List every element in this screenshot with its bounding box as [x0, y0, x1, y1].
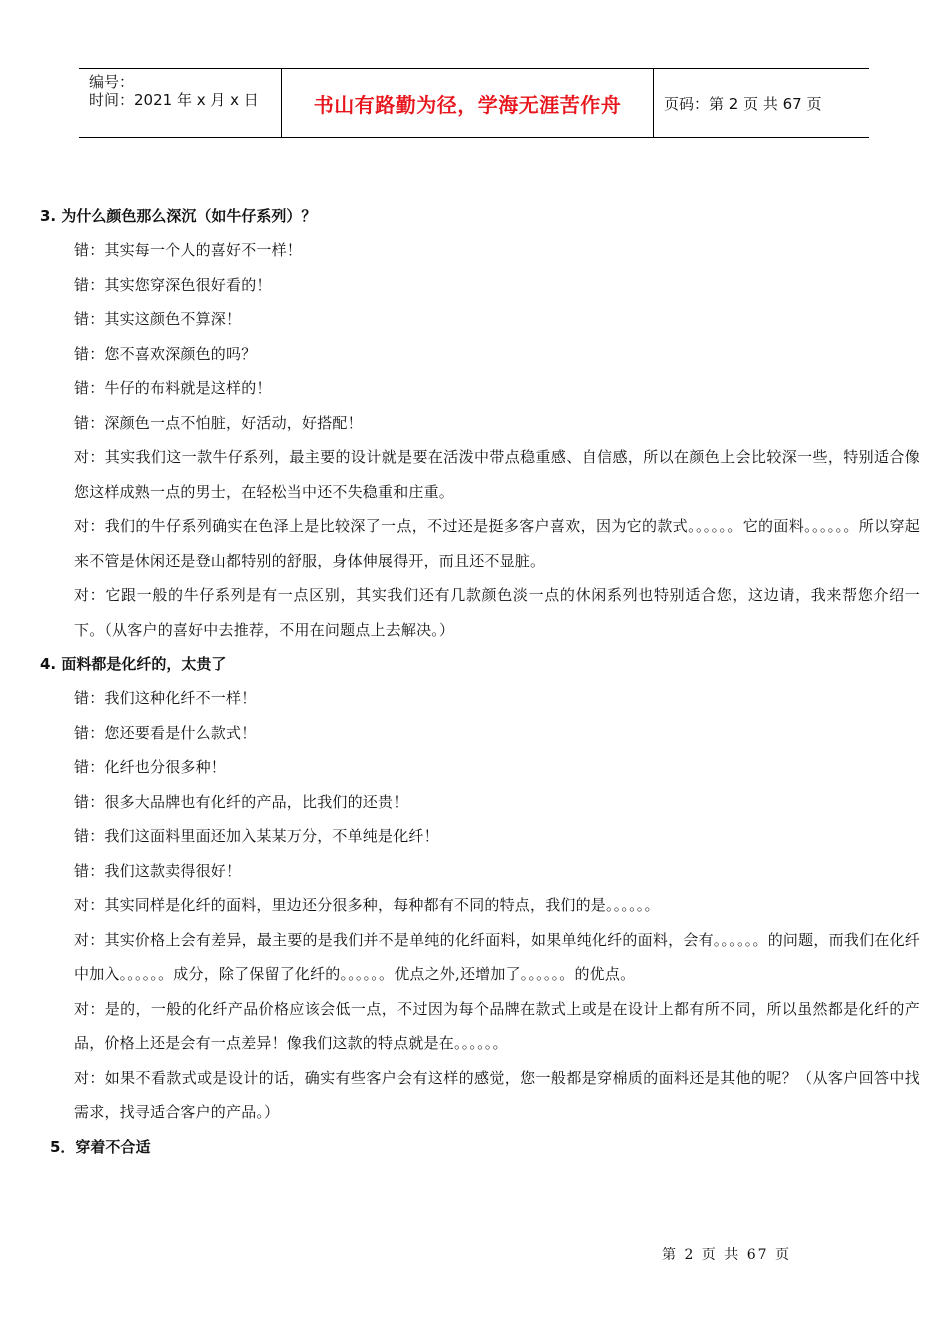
paragraph: 错：化纤也分很多种！ — [74, 758, 227, 776]
section-heading: 4. 面料都是化纤的，太贵了 — [40, 655, 227, 673]
page-label: 页码：第 2 页 共 67 页 — [664, 94, 822, 113]
paragraph: 错：其实这颜色不算深！ — [74, 310, 242, 328]
header-page-cell — [654, 69, 869, 137]
number-label: 编号： — [89, 73, 135, 91]
paragraph: 对：其实我们这一款牛仔系列，最主要的设计就是要在活泼中带点稳重感、自信感，所以在颜色上会比较深一些，特别适合像您这样成熟一点的男士，在轻松当中还不失稳重和庄重。 — [74, 448, 920, 501]
paragraph: 错：牛仔的布料就是这样的！ — [74, 379, 272, 397]
paragraph: 对：其实价格上会有差异，最主要的是我们并不是单纯的化纤面料，如果单纯化纤的面料，会有。。。。。。的问题，而我们在化纤中加入。。。。。。成分，除了保留了化纤的。。。。。。优点之外,还增加了。。。。。。的优点。 — [74, 930, 920, 983]
paragraph: 错：深颜色一点不怕脏，好活动，好搭配！ — [74, 413, 363, 432]
paragraph: 对：是的，一般的化纤产品价格应该会低一点，不过因为每个品牌在款式上或是在设计上都有所不同，所以虽然都是化纤的产品，价格上还是会有一点差异！像我们这款的特点就是在。。。。。。 — [74, 999, 920, 1052]
section-heading: 5．穿着不合适 — [50, 1137, 151, 1156]
paragraph: 错：其实您穿深色很好看的！ — [74, 275, 272, 294]
header-info-cell — [79, 69, 282, 137]
paragraph: 对：其实同样是化纤的面料，里边还分很多种，每种都有不同的特点，我们的是。。。。。。 — [74, 896, 660, 914]
section-heading: 3. 为什么颜色那么深沉（如牛仔系列）？ — [40, 207, 317, 225]
paragraph: 错：您不喜欢深颜色的吗？ — [74, 344, 257, 363]
header-motto-cell — [282, 69, 654, 137]
page-header — [79, 68, 869, 138]
paragraph: 错：我们这面料里面还加入某某万分，不单纯是化纤！ — [74, 827, 439, 845]
paragraph: 对：我们的牛仔系列确实在色泽上是比较深了一点，不过还是挺多客户喜欢，因为它的款式。。。。。。它的面料。。。。。。所以穿起来不管是休闲还是登山都特别的舒服，身体伸展得开，而且还不显脏。 — [74, 517, 920, 570]
motto-text: 书山有路勤为径，学海无涯苦作舟 — [313, 92, 622, 117]
paragraph: 错：我们这种化纤不一样！ — [74, 689, 257, 707]
time-label: 时间：2021 年 x 月 x 日 — [89, 91, 259, 109]
paragraph: 错：很多大品牌也有化纤的产品，比我们的还贵！ — [74, 792, 409, 811]
paragraph: 错：您还要看是什么款式！ — [74, 723, 257, 742]
document-body — [40, 199, 920, 1164]
page-footer: 第 2 页 共 67 页 — [662, 1247, 791, 1263]
paragraph: 对：它跟一般的牛仔系列是有一点区别，其实我们还有几款颜色淡一点的休闲系列也特别适合您，这边请，我来帮您介绍一下。（从客户的喜好中去推荐，不用在问题点上去解决。） — [74, 586, 920, 639]
paragraph: 错：我们这款卖得很好！ — [74, 861, 242, 880]
paragraph: 对：如果不看款式或是设计的话，确实有些客户会有这样的感觉，您一般都是穿棉质的面料还是其他的呢？（从客户回答中找需求，找寻适合客户的产品。） — [74, 1068, 920, 1121]
paragraph: 错：其实每一个人的喜好不一样！ — [74, 241, 303, 259]
